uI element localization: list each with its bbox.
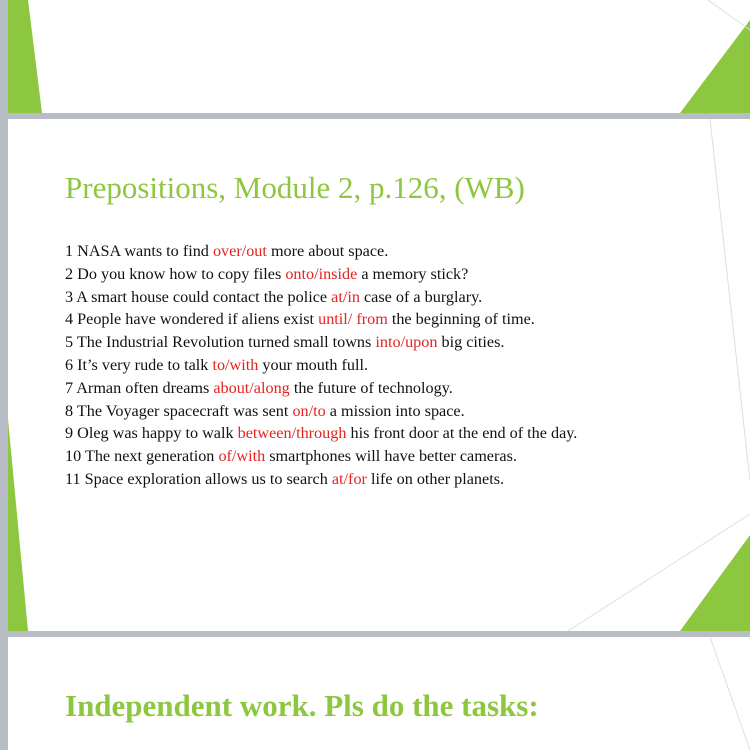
preposition-choice: of/with [218, 447, 266, 466]
preposition-choice: between/through [237, 424, 347, 443]
sentence-text: 11 Space exploration allows us to search [65, 469, 332, 488]
sentence-text: 4 People have wondered if aliens exist [65, 310, 319, 329]
preposition-choice: at/in [331, 287, 360, 306]
sentence-list [65, 240, 577, 491]
sentence-text: his front door at the end of the day. [346, 424, 578, 443]
sentence-text: 10 The next generation [65, 447, 219, 466]
sentence-text: 6 It’s very rude to talk [65, 355, 213, 374]
left-green-accent [8, 419, 28, 631]
slide-independent-work [8, 637, 750, 750]
slide-top-decoration [8, 0, 750, 113]
sentence-text: more about space. [266, 242, 389, 260]
preposition-choice: over/out [212, 242, 267, 260]
preposition-choice: until/ from [318, 310, 388, 329]
sentence-item [65, 422, 577, 445]
preposition-choice: about/along [213, 378, 290, 397]
sentence-item [65, 400, 577, 423]
sentence-text: the beginning of time. [387, 310, 535, 329]
sentence-item [65, 468, 577, 491]
sentence-item [65, 331, 577, 354]
decor-line-diagonal [710, 119, 750, 481]
sentence-text: 9 Oleg was happy to walk [65, 424, 238, 443]
sentence-item [65, 263, 577, 286]
preposition-choice: at/for [331, 469, 367, 488]
sentence-text: 7 Arman often dreams [65, 378, 214, 397]
slide-top [8, 0, 750, 113]
sentence-item [65, 308, 577, 331]
sentence-text: life on other planets. [366, 469, 505, 488]
sentence-text: a mission into space. [325, 401, 465, 420]
sentence-item [65, 354, 577, 377]
sentence-text: case of a burglary. [359, 287, 483, 306]
slide-title: Prepositions, Module 2, p.126, (WB) [65, 170, 525, 205]
preposition-choice: to/with [212, 355, 259, 374]
left-green-accent [8, 0, 42, 113]
sentence-text: smartphones will have better cameras. [265, 447, 517, 466]
slide-title: Independent work. Pls do the tasks: [65, 688, 539, 723]
sentence-text: 3 A smart house could contact the police [65, 287, 332, 306]
preposition-choice: onto/inside [285, 264, 358, 283]
sentence-item [65, 240, 577, 263]
decor-line-diagonal [710, 637, 750, 750]
sentence-text: 5 The Industrial Revolution turned small towns [65, 333, 376, 352]
decor-line [708, 0, 750, 30]
sentence-text: the future of technology. [289, 378, 453, 397]
sentence-text: 2 Do you know how to copy files [65, 264, 286, 283]
corner-green-accent [680, 20, 750, 113]
preposition-choice: into/upon [375, 333, 438, 352]
slide-prepositions [8, 119, 750, 631]
sentence-item [65, 377, 577, 400]
sentence-text: a memory stick? [357, 264, 469, 283]
sentence-text: 1 NASA wants to find [65, 242, 213, 260]
sentence-text: 8 The Voyager spacecraft was sent [65, 401, 293, 420]
corner-green-accent [680, 535, 750, 631]
sentence-text: big cities. [437, 333, 505, 352]
sentence-item [65, 445, 577, 468]
preposition-choice: on/to [292, 401, 326, 420]
sentence-text: your mouth full. [258, 355, 369, 374]
sentence-item [65, 286, 577, 309]
